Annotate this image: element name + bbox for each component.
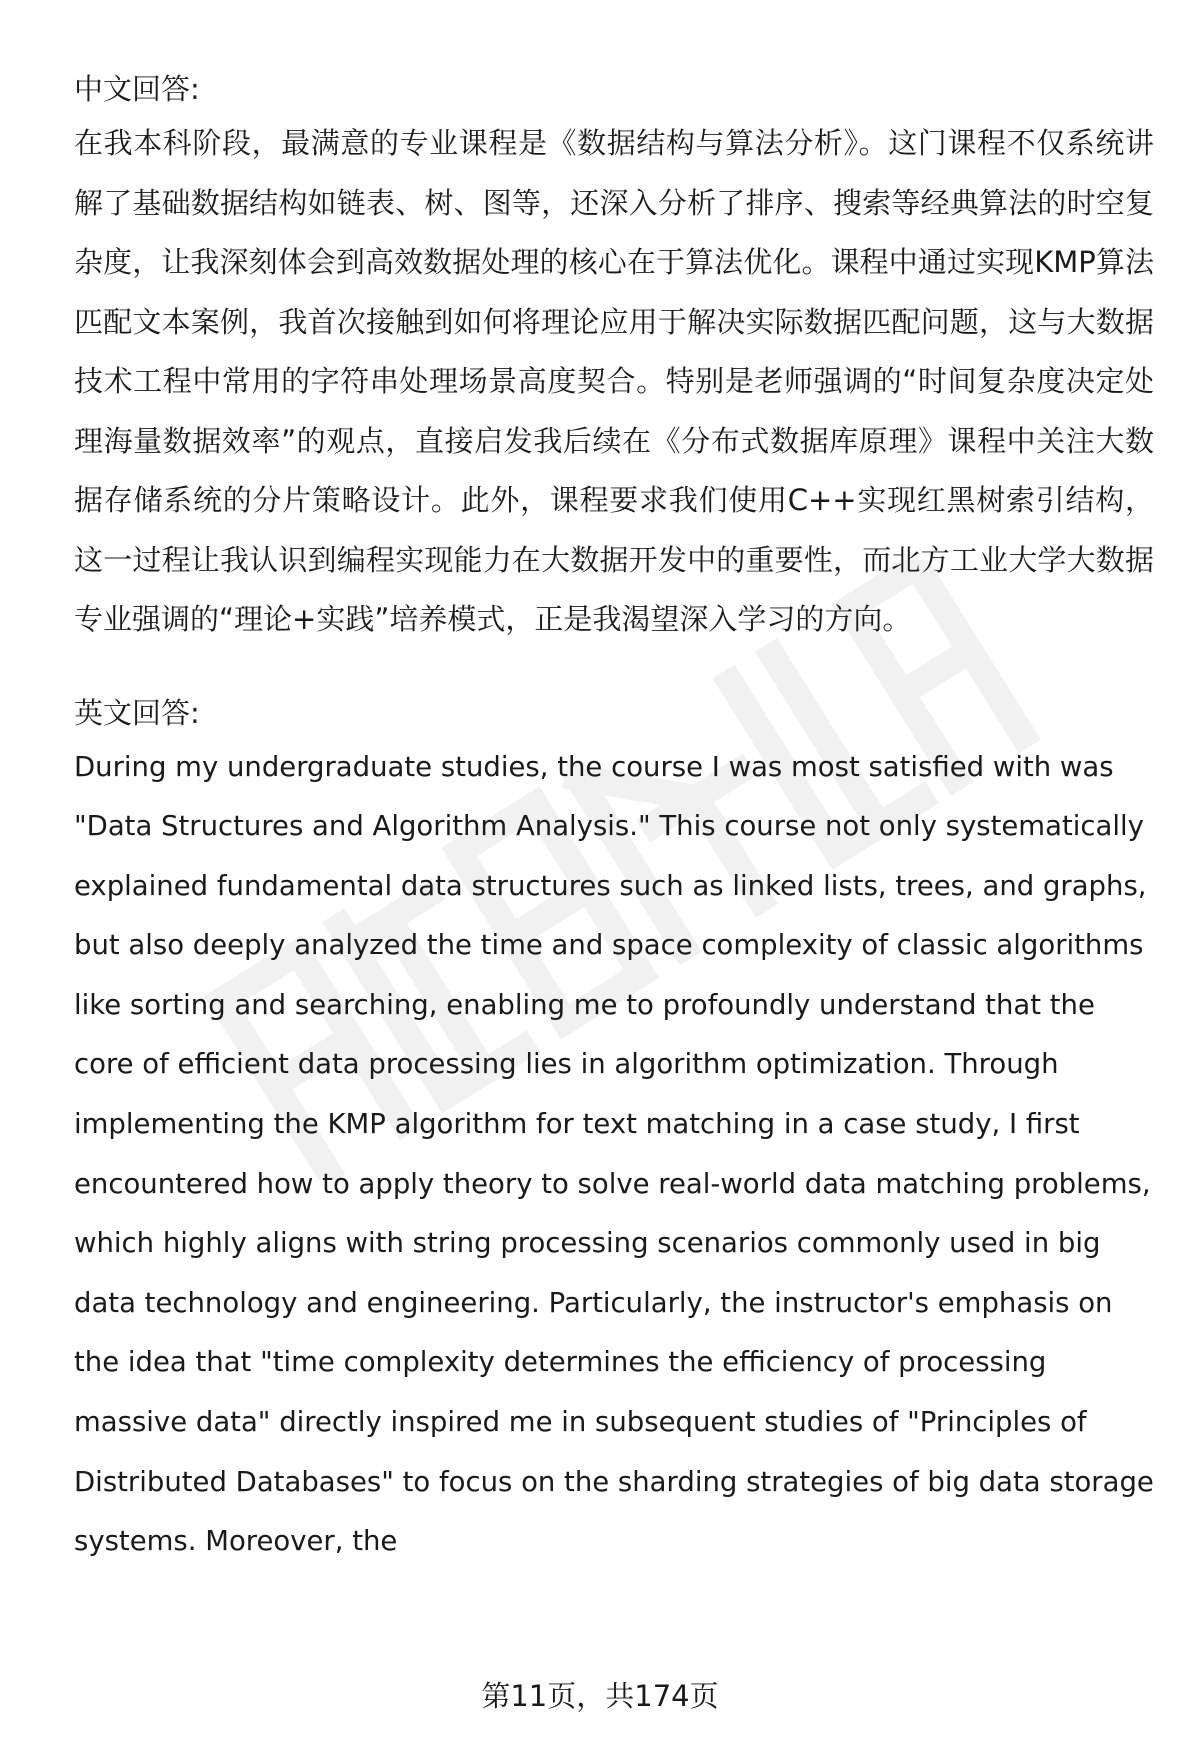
section-spacer: [74, 650, 1154, 688]
english-answer-text: During my undergraduate studies, the course I was most satisfied with was "Data Structures and Algorithm Analysis." This course not only systematically explained fundamental data structures such as linked lists, trees, and graphs, but also deeply analyzed the time and space complexity of classic algorithms like sorting and searching, enabling me to profoundly understand that the core of efficient data processing lies in algorithm optimization. Through implementing the KMP algorithm for text matching in a case study, I first encountered how to apply theory to solve real-world data matching problems, which highly aligns with string processing scenarios commonly used in big data technology and engineering. Particularly, the instructor's emphasis on the idea that "time complexity determines the efficiency of processing massive data" directly inspired me in subsequent studies of "Principles of Distributed Databases" to focus on the sharding strategies of big data storage systems. Moreover, the: [74, 750, 1154, 1558]
chinese-answer-label: 中文回答:: [74, 72, 200, 106]
page-number: 第11页，共174页: [481, 1679, 719, 1713]
english-answer-label: 英文回答:: [74, 695, 200, 730]
document-body: [74, 64, 1154, 1572]
chinese-answer-text: 在我本科阶段，最满意的专业课程是《数据结构与算法分析》。这门课程不仅系统讲解了基础数据结构如链表、树、图等，还深入分析了排序、搜索等经典算法的时空复杂度，让我深刻体会到高效数据处理的核心在于算法优化。课程中通过实现KMP算法匹配文本案例，我首次接触到如何将理论应用于解决实际数据匹配问题，这与大数据技术工程中常用的字符串处理场景高度契合。特别是老师强调的“时间复杂度决定处理海量数据效率”的观点，直接启发我后续在《分布式数据库原理》课程中关注大数据存储系统的分片策略设计。此外，课程要求我们使用C++实现红黑树索引结构，这一过程让我认识到编程实现能力在大数据开发中的重要性，而北方工业大学大数据专业强调的“理论+实践”培养模式，正是我渴望深入学习的方向。: [74, 126, 1154, 636]
